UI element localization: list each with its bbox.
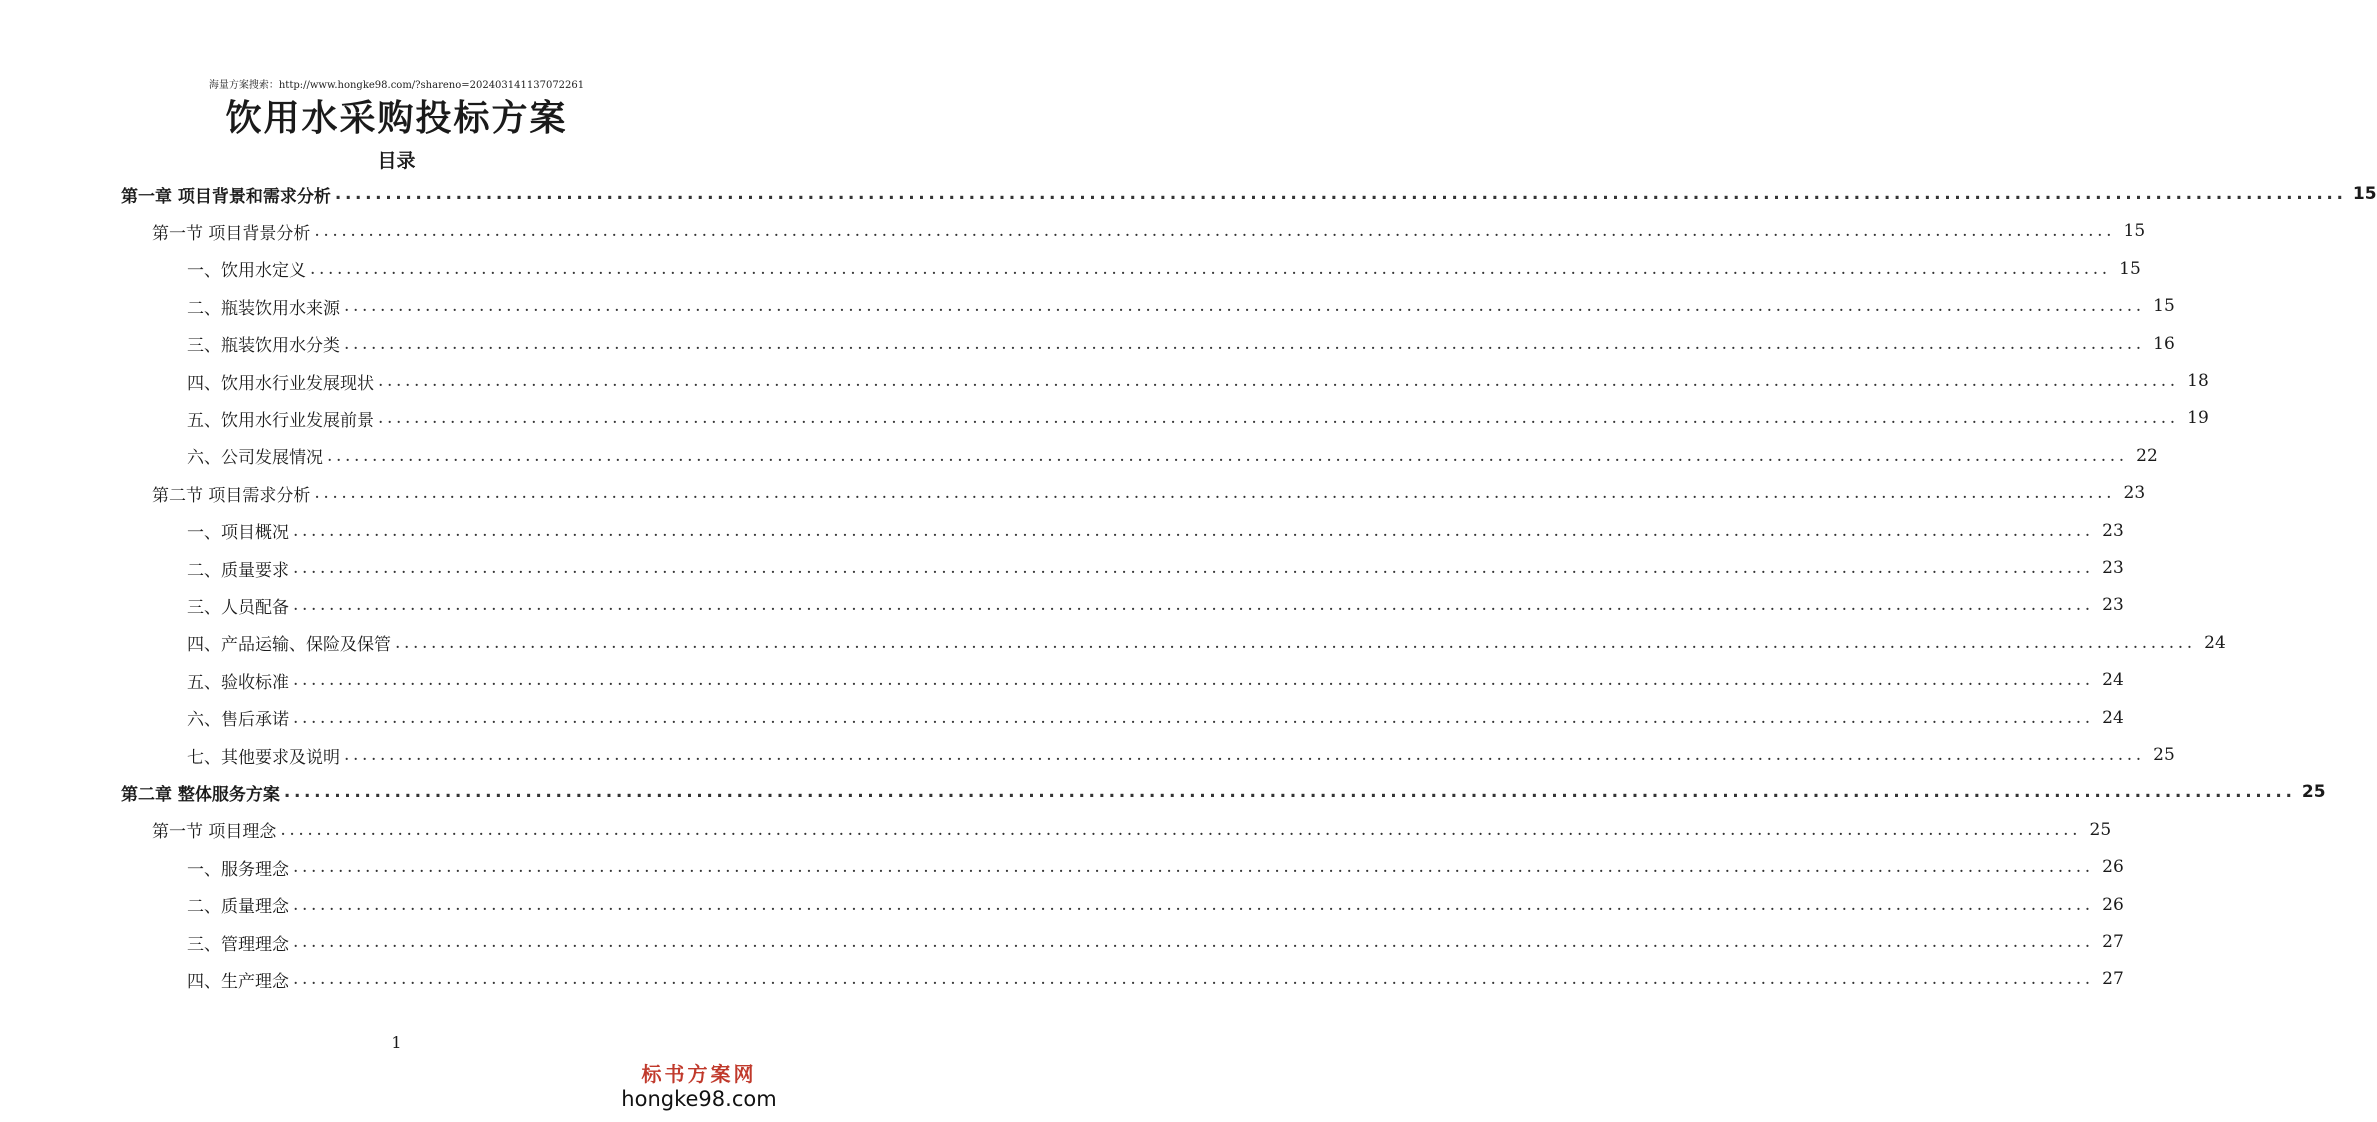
toc-entry[interactable]: [187, 625, 2226, 661]
toc-leader-dots: ........................................................................................................................................................................................................: [293, 670, 2094, 691]
toc-entry-label: 六、售后承诺: [187, 710, 289, 731]
toc-entry[interactable]: [187, 288, 2175, 324]
toc-entry[interactable]: [121, 176, 2377, 212]
toc-entry-page: 24: [2204, 632, 2226, 653]
toc-leader-dots: ........................................................................................................................................................................................................: [293, 894, 2094, 915]
toc-entry[interactable]: [187, 251, 2141, 287]
toc-entry[interactable]: [152, 475, 2146, 511]
toc-entry-label: 二、瓶装饮用水来源: [187, 298, 340, 319]
toc-entry-label: 四、饮用水行业发展现状: [187, 373, 374, 394]
toc-leader-dots: ........................................................................................................................................................................................................: [334, 184, 2347, 204]
toc-entry-page: 15: [2119, 258, 2141, 279]
toc-entry-page: 26: [2102, 857, 2124, 878]
toc-leader-dots: ........................................................................................................................................................................................................: [344, 333, 2145, 354]
toc-leader-dots: ........................................................................................................................................................................................................: [314, 483, 2116, 504]
toc-entry-label: 一、饮用水定义: [187, 261, 306, 282]
toc-entry-page: 15: [2123, 221, 2146, 242]
toc-entry-label: 第一节 项目背景分析: [152, 223, 311, 244]
toc-entry-label: 一、项目概况: [187, 523, 289, 544]
toc-entry-label: 三、人员配备: [187, 597, 289, 618]
toc-entry-page: 23: [2102, 595, 2124, 616]
toc-entry-label: 二、质量要求: [187, 560, 289, 581]
toc-entry-label: 七、其他要求及说明: [187, 747, 340, 768]
watermark-chinese-text: 标书方案网: [641, 1062, 757, 1086]
toc-leader-dots: ........................................................................................................................................................................................................: [293, 857, 2094, 878]
toc-entry[interactable]: [187, 400, 2209, 436]
toc-entry-label: 三、瓶装饮用水分类: [187, 336, 340, 357]
toc-entry-page: 27: [2102, 969, 2124, 990]
toc-entry[interactable]: [187, 363, 2209, 399]
page-number: 1: [391, 1033, 402, 1052]
toc-leader-dots: ........................................................................................................................................................................................................: [293, 969, 2094, 990]
toc-entry-page: 23: [2102, 520, 2124, 541]
toc-leader-dots: ........................................................................................................................................................................................................: [395, 632, 2196, 653]
toc-entry-page: 24: [2102, 707, 2124, 728]
toc-entry-label: 五、验收标准: [187, 672, 289, 693]
toc-entry-label: 四、产品运输、保险及保管: [187, 635, 391, 656]
header-search-note: 海量方案搜索：http://www.hongke98.com/?shareno=202403141137072261: [208, 80, 585, 91]
toc-entry[interactable]: [187, 849, 2124, 885]
toc-entry-page: 25: [2301, 782, 2326, 803]
watermark-url: hongke98.com: [621, 1087, 777, 1111]
toc-entry-label: 六、公司发展情况: [187, 448, 323, 469]
toc-leader-dots: ........................................................................................................................................................................................................: [293, 932, 2094, 952]
toc-leader-dots: ........................................................................................................................................................................................................: [344, 296, 2145, 317]
toc-entry-label: 三、管理理念: [187, 934, 289, 955]
toc-entry-page: 22: [2136, 445, 2158, 466]
toc-entry-label: 第一节 项目理念: [152, 822, 277, 843]
toc-entry-label: 二、质量理念: [187, 897, 289, 918]
toc-entry-label: 一、服务理念: [187, 859, 289, 880]
toc-leader-dots: ........................................................................................................................................................................................................: [378, 371, 2179, 391]
toc-entry[interactable]: [187, 700, 2124, 736]
toc-entry[interactable]: [187, 550, 2124, 586]
toc-leader-dots: ........................................................................................................................................................................................................: [310, 258, 2111, 279]
toc-entry-label: 第二节 项目需求分析: [152, 485, 311, 506]
toc-entry[interactable]: [121, 774, 2326, 810]
toc-entry-page: 18: [2187, 371, 2209, 391]
toc-entry[interactable]: [187, 438, 2158, 474]
toc-entry-page: 23: [2102, 558, 2124, 578]
toc-entry-page: 19: [2187, 408, 2209, 429]
toc-entry[interactable]: [152, 812, 2112, 848]
toc-entry-page: 16: [2153, 333, 2175, 354]
toc-leader-dots: ........................................................................................................................................................................................................: [314, 221, 2116, 242]
toc-entry-page: 25: [2089, 819, 2112, 840]
toc-entry-page: 24: [2102, 670, 2124, 691]
toc-entry-label: 五、饮用水行业发展前景: [187, 410, 374, 431]
toc-leader-dots: ........................................................................................................................................................................................................: [327, 445, 2128, 466]
toc-leader-dots: ........................................................................................................................................................................................................: [378, 408, 2179, 429]
toc-entry-label: 第一章 项目背景和需求分析: [121, 186, 331, 207]
toc-entry[interactable]: [187, 513, 2124, 549]
toc-entry-label: 四、生产理念: [187, 971, 289, 992]
toc-entry[interactable]: [187, 737, 2175, 773]
toc-entry[interactable]: [187, 662, 2124, 698]
toc-leader-dots: ........................................................................................................................................................................................................: [344, 745, 2145, 765]
toc-entry[interactable]: [187, 326, 2175, 362]
toc-entry[interactable]: [187, 887, 2124, 923]
toc-leader-dots: ........................................................................................................................................................................................................: [293, 520, 2094, 541]
toc-leader-dots: ........................................................................................................................................................................................................: [283, 782, 2296, 803]
toc-leader-dots: ........................................................................................................................................................................................................: [293, 595, 2094, 616]
watermark-logo: [619, 1062, 779, 1112]
toc-entry[interactable]: [187, 587, 2124, 623]
toc-leader-dots: ........................................................................................................................................................................................................: [293, 707, 2094, 728]
toc-entry-page: 25: [2153, 745, 2175, 765]
document-title: 饮用水采购投标方案: [225, 97, 568, 139]
toc-entry-page: 15: [2352, 184, 2377, 204]
toc-entry-page: 26: [2102, 894, 2124, 915]
toc-entry[interactable]: [187, 961, 2124, 997]
toc-entry-page: 15: [2153, 296, 2175, 317]
toc-entry-page: 23: [2123, 483, 2146, 504]
toc-leader-dots: ........................................................................................................................................................................................................: [280, 819, 2082, 840]
toc-heading: 目录: [377, 150, 416, 172]
toc-entry-label: 第二章 整体服务方案: [121, 784, 280, 805]
toc-entry[interactable]: [152, 213, 2146, 249]
toc-leader-dots: ........................................................................................................................................................................................................: [293, 558, 2094, 578]
toc-entry[interactable]: [187, 924, 2124, 960]
toc-entry-page: 27: [2102, 932, 2124, 952]
